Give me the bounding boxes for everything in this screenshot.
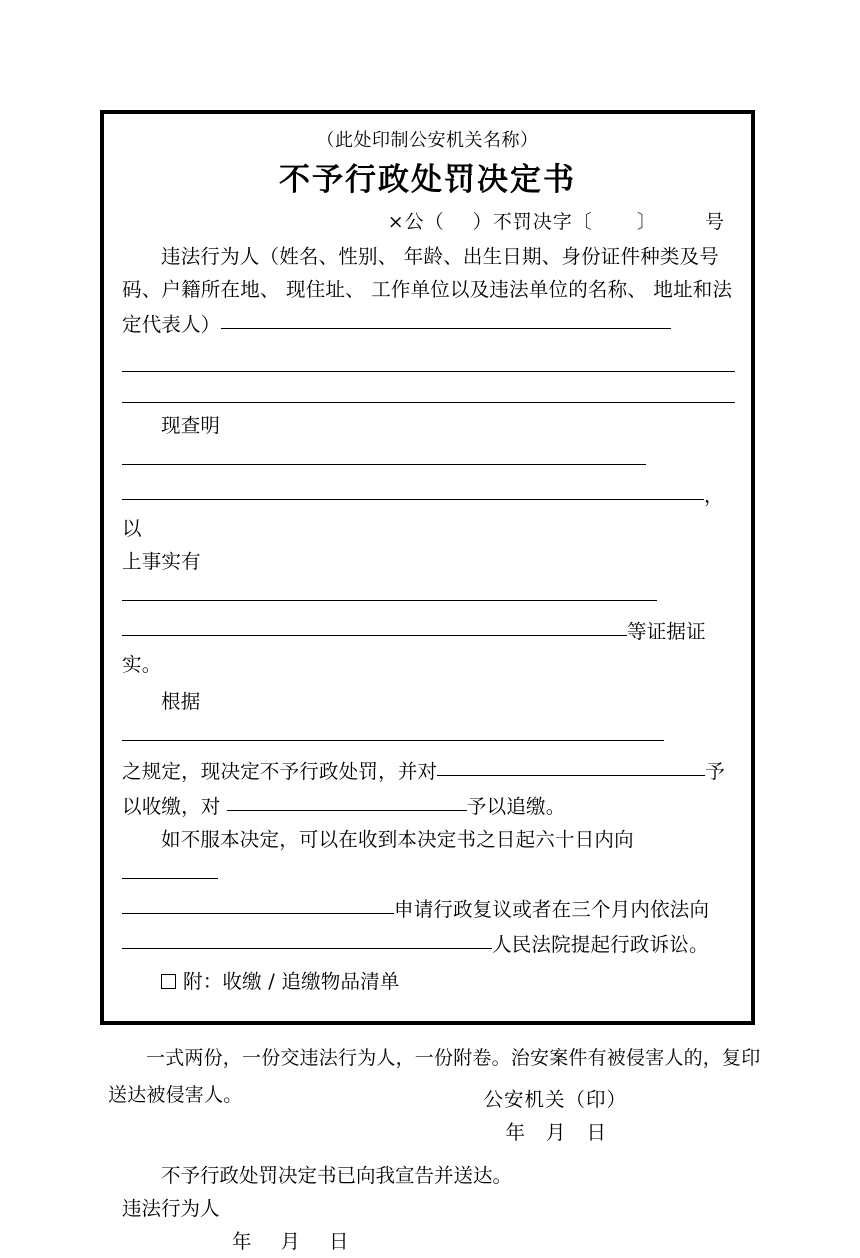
footer-note: 一式两份，一份交违法行为人，一份附卷。治安案件有被侵害人的，复印送达被侵害人。 (108, 1047, 761, 1106)
offender-date-month: 月 (280, 1230, 302, 1253)
appeal-text-2: 申请行政复议或者在三个月内依法向 (394, 898, 710, 921)
confiscation-blank[interactable] (437, 753, 705, 776)
offender-date-year: 年 (232, 1230, 253, 1253)
section-attachment (112, 965, 743, 998)
basis-label: 根据 (161, 690, 201, 713)
decision-text-4: 以收缴，对 (122, 795, 221, 818)
appeal-line-1 (122, 823, 735, 891)
review-organ-blank-2[interactable] (122, 891, 394, 914)
appeal-text-1: 如不服本决定，可以在收到本决定书之日起六十日内向 (161, 828, 634, 851)
offender-blank-2[interactable] (122, 341, 735, 372)
findings-line-1 (122, 409, 735, 477)
attachment-label: 附：收缴 / 追缴物品清单 (183, 970, 400, 993)
section-offender (112, 240, 743, 403)
decision-text-2: 并对 (397, 760, 438, 783)
agency-date-month: 月 (545, 1121, 567, 1144)
findings-blank-2[interactable] (122, 477, 704, 500)
decision-text-1: 之规定，现决定不予行政处罚， (122, 760, 398, 783)
appeal-line-2 (122, 891, 735, 926)
basis-blank[interactable] (122, 718, 664, 741)
doc-number-close: 〕 (636, 211, 657, 233)
evidence-label: 上事实有 (122, 550, 201, 573)
section-decision (112, 685, 743, 823)
section-findings (112, 409, 743, 681)
evidence-blank-1[interactable] (122, 578, 657, 601)
decision-line-1 (122, 685, 735, 753)
served-statement: 不予行政处罚决定书已向我宣告并送达。 (161, 1164, 513, 1187)
decision-line-3 (122, 788, 735, 823)
offender-line-1: 违法行为人（姓名、性别、 年龄、出生日期、身份证件种类及号 (161, 245, 719, 268)
offender-line-3 (122, 306, 735, 341)
court-blank[interactable] (122, 926, 492, 949)
offender-line-3-label: 定代表人） (122, 313, 221, 336)
doc-number-suffix: 号 (704, 211, 725, 233)
offender-line-2: 码、户籍所在地、 现住址、 工作单位以及违法单位的名称、 地址和法 (122, 278, 733, 301)
attachment-line (122, 965, 735, 998)
offender-date-day: 日 (329, 1230, 350, 1253)
findings-line-2 (122, 477, 735, 545)
doc-number-mid: ）不罚决字〔 (472, 211, 593, 233)
findings-label: 现查明 (161, 414, 221, 437)
agency-date-year: 年 (505, 1121, 526, 1144)
recovery-blank[interactable] (227, 788, 467, 811)
review-organ-blank-1[interactable] (122, 856, 218, 879)
agency-date-day: 日 (586, 1121, 607, 1144)
findings-line-3 (122, 545, 735, 613)
agency-seal-label: 公安机关（印） (483, 1088, 627, 1111)
offender-blank-3[interactable] (122, 372, 735, 403)
agency-date-line (122, 1116, 735, 1149)
findings-tail: ，以 (122, 484, 724, 540)
offender-blank-1[interactable] (221, 306, 671, 329)
decision-text-5: 予以追缴。 (466, 795, 566, 818)
evidence-tail: 等证据证实。 (122, 620, 706, 676)
offender-date-line (122, 1225, 735, 1258)
doc-number-prefix: ×公（ (387, 211, 445, 233)
findings-line-4 (122, 613, 735, 681)
offender-signature-label: 违法行为人 (122, 1197, 220, 1220)
checkbox-icon[interactable] (161, 974, 176, 989)
evidence-blank-2[interactable] (122, 613, 627, 636)
appeal-text-3: 人民法院提起行政诉讼。 (492, 933, 709, 956)
findings-blank-1[interactable] (122, 442, 646, 465)
appeal-line-3 (122, 926, 735, 961)
document-number-line (112, 204, 743, 240)
decision-line-2 (122, 753, 735, 788)
section-appeal (112, 823, 743, 961)
page-title: 不予行政处罚决定书 (279, 162, 576, 198)
decision-text-3: 予 (705, 760, 725, 783)
agency-name-placeholder: （此处印制公安机关名称） (316, 130, 539, 151)
